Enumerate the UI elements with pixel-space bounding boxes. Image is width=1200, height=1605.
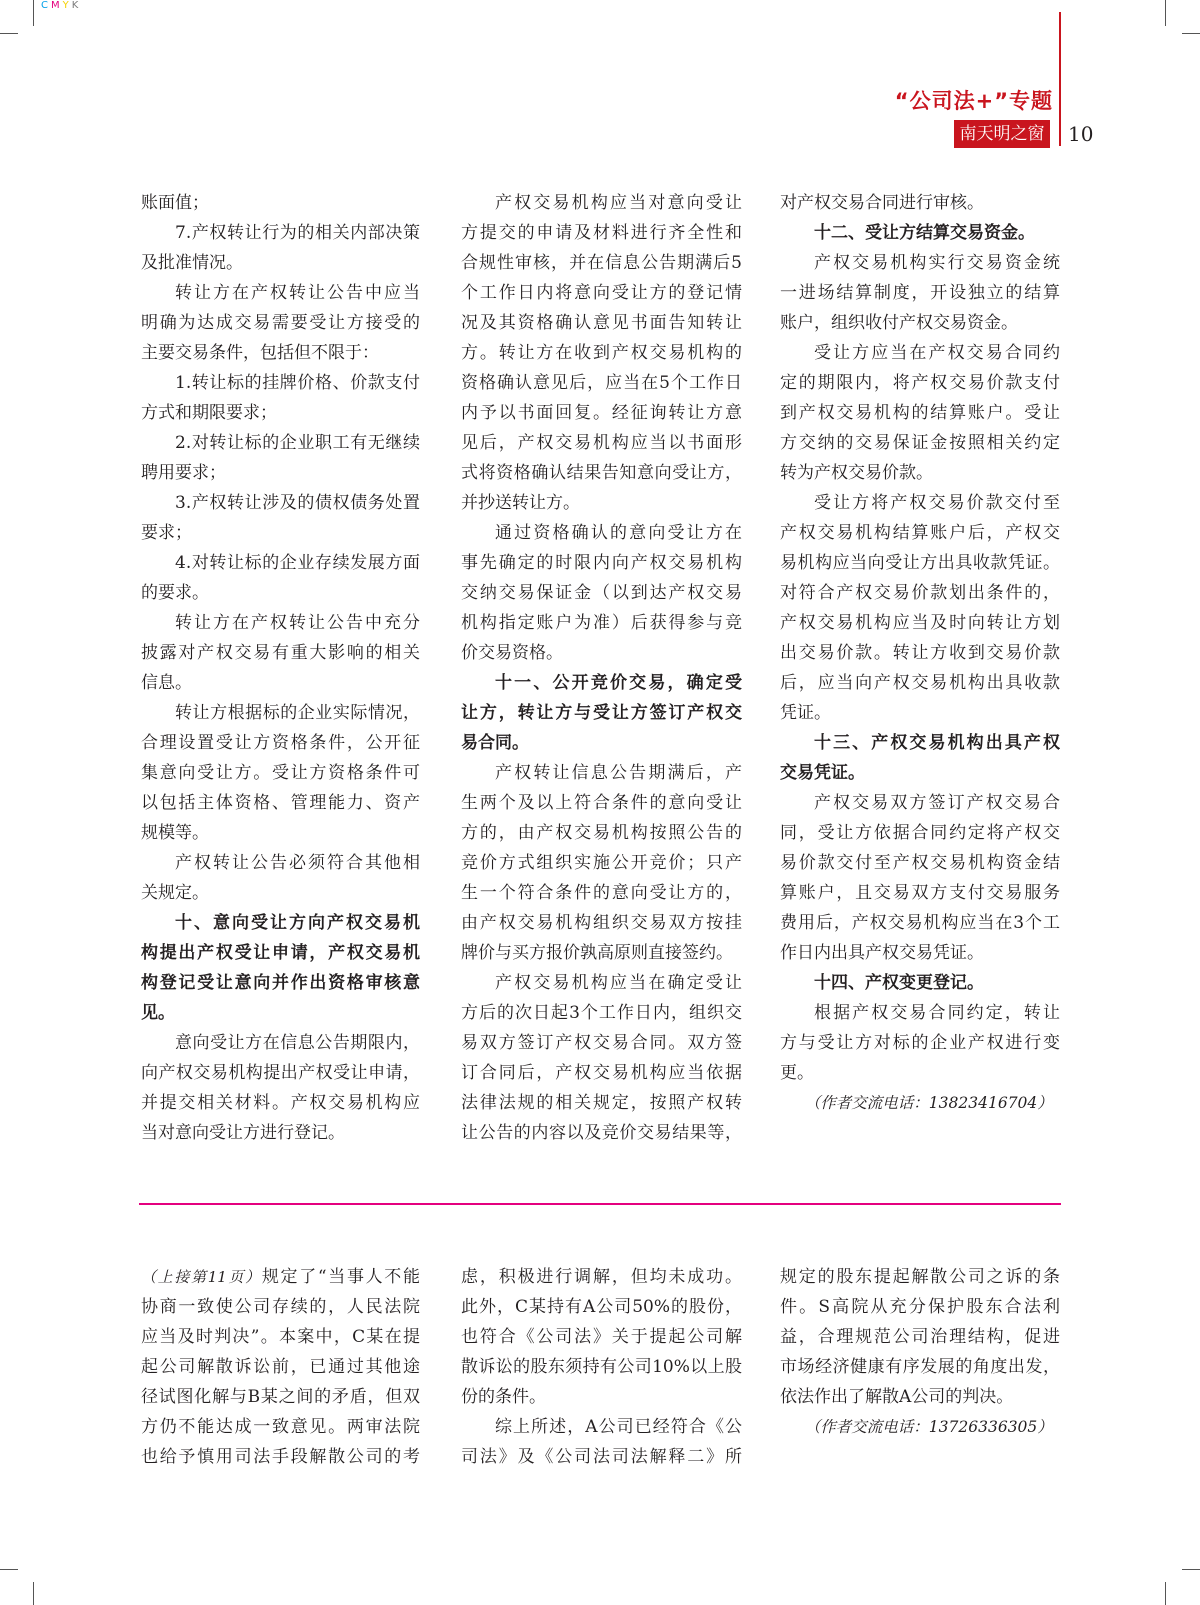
continued-column-1 xyxy=(141,1262,420,1472)
text-line: 让公告的内容以及竞价交易结果等， xyxy=(461,1123,742,1143)
paragraph xyxy=(141,218,420,278)
crop-mark xyxy=(1165,0,1166,26)
text-line: 产权交易机构实行交易资金统 xyxy=(814,253,1060,273)
text-line: 见。 xyxy=(141,1003,175,1023)
paragraph xyxy=(141,368,420,428)
cmyk-y: Y xyxy=(62,0,72,11)
text-line: 订合同后，产权交易机构应当依据 xyxy=(461,1063,742,1083)
text-line: 易双方签订产权交易合同。双方签 xyxy=(461,1033,742,1053)
paragraph xyxy=(780,338,1060,488)
text-line: 账面值； xyxy=(141,193,209,213)
paragraph xyxy=(780,488,1060,728)
cmyk-k: K xyxy=(71,0,82,11)
text-line: 规模等。 xyxy=(141,823,209,843)
section-heading xyxy=(141,908,420,1028)
crop-mark xyxy=(1182,33,1200,34)
text-line xyxy=(141,1262,420,1292)
text-line: 算账户，且交易双方支付交易服务 xyxy=(780,883,1060,903)
author-contact xyxy=(780,1088,1060,1118)
paragraph xyxy=(141,698,420,848)
page-number: 10 xyxy=(1068,122,1094,146)
section-heading xyxy=(780,968,1060,998)
paragraph xyxy=(780,248,1060,338)
text-line: 产权交易机构应当在确定受让 xyxy=(495,973,742,993)
text-line: 司法》及《公司法司法解释二》所 xyxy=(461,1447,742,1467)
text-line: 出交易价款。转让方收到交易价款 xyxy=(780,643,1060,663)
text-line: 以包括主体资格、管理能力、资产 xyxy=(141,793,420,813)
text-line: 件。S高院从充分保护股东合法利 xyxy=(780,1297,1060,1317)
text-line: 益，合理规范公司治理结构，促进 xyxy=(780,1327,1060,1347)
text-line: 更。 xyxy=(780,1063,814,1083)
text-line: 2.对转让标的企业职工有无继续 xyxy=(175,433,420,453)
text-line: 易机构应当向受让方出具收款凭证。 xyxy=(780,553,1060,573)
paragraph xyxy=(461,1412,742,1472)
text-line: 到产权交易机构的结算账户。受让 xyxy=(780,403,1060,423)
text-line: 竞价方式组织实施公开竞价；只产 xyxy=(461,853,742,873)
text-line: 并提交相关材料。产权交易机构应 xyxy=(141,1093,420,1113)
topic-title: “公司法+”专题 xyxy=(894,89,1053,113)
text-line: 资格确认意见后，应当在5个工作日 xyxy=(461,373,742,393)
text-line: 集意向受让方。受让方资格条件可 xyxy=(141,763,420,783)
text-line: 让方，转让方与受让方签订产权交 xyxy=(461,703,742,723)
text-line: （作者交流电话：13726336305） xyxy=(804,1418,1053,1436)
text-line: 向产权交易机构提出产权受让申请， xyxy=(141,1063,420,1083)
crop-mark xyxy=(0,33,18,34)
text-line: 应当及时判决”。本案中，C某在提 xyxy=(141,1327,420,1347)
text-line: 方的，由产权交易机构按照公告的 xyxy=(461,823,742,843)
text-line: 产权交易机构应当及时向转让方划 xyxy=(780,613,1060,633)
paragraph xyxy=(141,188,420,218)
text-line: 依法作出了解散A公司的判决。 xyxy=(780,1387,1014,1407)
paragraph xyxy=(780,1262,1060,1412)
text-line: 受让方应当在产权交易合同约 xyxy=(814,343,1060,363)
text-line: 4.对转让标的企业存续发展方面 xyxy=(175,553,420,573)
text-line: 份的条件。 xyxy=(461,1387,546,1407)
cmyk-c: C xyxy=(41,0,51,11)
paragraph xyxy=(780,998,1060,1088)
text-line: 见后，产权交易机构应当以书面形 xyxy=(461,433,742,453)
text-line: 由产权交易机构组织交易双方按挂 xyxy=(461,913,742,933)
text-line: 披露对产权交易有重大影响的相关 xyxy=(141,643,420,663)
text-line: 十四、产权变更登记。 xyxy=(814,973,984,993)
text-line: 关规定。 xyxy=(141,883,209,903)
text-line: 主要交易条件，包括但不限于： xyxy=(141,343,379,363)
text-line: 费用后，产权交易机构应当在3个工 xyxy=(780,913,1060,933)
text-line: 内予以书面回复。经征询转让方意 xyxy=(461,403,742,423)
text-line: 及批准情况。 xyxy=(141,253,243,273)
text-line: 生一个符合条件的意向受让方的， xyxy=(461,883,742,903)
text-line: 综上所述，A公司已经符合《公 xyxy=(495,1417,742,1437)
text-line: 也符合《公司法》关于提起公司解 xyxy=(461,1327,742,1347)
text-line: 规定的股东提起解散公司之诉的条 xyxy=(780,1267,1060,1287)
text-line: 产权交易机构应当对意向受让 xyxy=(495,193,742,213)
text-line: 产权交易双方签订产权交易合 xyxy=(814,793,1060,813)
paragraph xyxy=(141,608,420,698)
text-line: 定的期限内，将产权交易价款支付 xyxy=(780,373,1060,393)
paragraph xyxy=(461,1262,742,1412)
text-line: 转为产权交易价款。 xyxy=(780,463,933,483)
author-contact xyxy=(780,1412,1060,1442)
paragraph xyxy=(461,188,742,518)
continued-column-3 xyxy=(780,1262,1060,1442)
text-line: 方式和期限要求； xyxy=(141,403,277,423)
continued-from-note: （上接第11页） xyxy=(141,1268,262,1286)
text-line: 虑，积极进行调解，但均未成功。 xyxy=(461,1267,742,1287)
text-line: 7.产权转让行为的相关内部决策 xyxy=(175,223,420,243)
text-line: 要求； xyxy=(141,523,192,543)
cmyk-m: M xyxy=(50,0,63,11)
section-heading xyxy=(780,218,1060,248)
paragraph xyxy=(141,548,420,608)
text-line: 后，应当向产权交易机构出具收款 xyxy=(780,673,1060,693)
main-column-1 xyxy=(141,188,420,1148)
crop-mark xyxy=(0,1569,18,1570)
text-line: 1.转让标的挂牌价格、价款支付 xyxy=(175,373,420,393)
text-line: 生两个及以上符合条件的意向受让 xyxy=(461,793,742,813)
text-line: 价交易资格。 xyxy=(461,643,563,663)
text-line: 方提交的申请及材料进行齐全性和 xyxy=(461,223,742,243)
text-line: 一进场结算制度，开设独立的结算 xyxy=(780,283,1060,303)
main-column-2 xyxy=(461,188,742,1148)
section-heading xyxy=(780,728,1060,788)
text-line: 合规性审核，并在信息公告期满后5 xyxy=(461,253,742,273)
cmyk-color-bar xyxy=(41,0,81,12)
text-line: 聘用要求； xyxy=(141,463,226,483)
text-line: 构登记受让意向并作出资格审核意 xyxy=(141,973,420,993)
text-line: 易合同。 xyxy=(461,733,529,753)
text-line: 并抄送转让方。 xyxy=(461,493,580,513)
text-line: 明确为达成交易需要受让方接受的 xyxy=(141,313,420,333)
text-line: 转让方在产权转让公告中应当 xyxy=(175,283,420,303)
continued-column-2 xyxy=(461,1262,742,1472)
text-line: 意向受让方在信息公告期限内， xyxy=(175,1033,420,1053)
text-line: 市场经济健康有序发展的角度出发， xyxy=(780,1357,1060,1377)
paragraph xyxy=(141,428,420,488)
paragraph xyxy=(141,278,420,368)
text-line: 凭证。 xyxy=(780,703,831,723)
text-line: 方仍不能达成一致意见。两审法院 xyxy=(141,1417,420,1437)
text-line: 受让方将产权交易价款交付至 xyxy=(814,493,1060,513)
text-line: 个工作日内将意向受让方的登记情 xyxy=(461,283,742,303)
text-line: 对符合产权交易价款划出条件的， xyxy=(780,583,1060,603)
text-line: 十一、公开竞价交易，确定受 xyxy=(495,673,742,693)
text-line: 根据产权交易合同约定，转让 xyxy=(814,1003,1060,1023)
paragraph xyxy=(461,968,742,1148)
text-line: 产权转让信息公告期满后，产 xyxy=(495,763,742,783)
text-line: 十二、受让方结算交易资金。 xyxy=(814,223,1035,243)
text-line: 通过资格确认的意向受让方在 xyxy=(495,523,742,543)
text-line: 牌价与买方报价孰高原则直接签约。 xyxy=(461,943,733,963)
paragraph xyxy=(141,488,420,548)
text-line: 也给予慎用司法手段解散公司的考 xyxy=(141,1447,420,1467)
paragraph xyxy=(461,758,742,968)
text-line: 方交纳的交易保证金按照相关约定 xyxy=(780,433,1060,453)
section-heading xyxy=(461,668,742,758)
text-line: 况及其资格确认意见书面告知转让 xyxy=(461,313,742,333)
text-line: 方。转让方在收到产权交易机构的 xyxy=(461,343,742,363)
text-line: 散诉讼的股东须持有公司10%以上股 xyxy=(461,1357,742,1377)
text-line: 当对意向受让方进行登记。 xyxy=(141,1123,345,1143)
text-line: 事先确定的时限内向产权交易机构 xyxy=(461,553,742,573)
text-line: 方后的次日起3个工作日内，组织交 xyxy=(461,1003,742,1023)
text-line: 径试图化解与B某之间的矛盾，但双 xyxy=(141,1387,420,1407)
text-line: 此外，C某持有A公司50%的股份， xyxy=(461,1297,742,1317)
text-line: 信息。 xyxy=(141,673,192,693)
text-line: 账户，组织收付产权交易资金。 xyxy=(780,313,1018,333)
text-line: 机构指定账户为准）后获得参与竞 xyxy=(461,613,742,633)
main-column-3 xyxy=(780,188,1060,1118)
text-line: 方与受让方对标的企业产权进行变 xyxy=(780,1033,1060,1053)
section-divider xyxy=(139,1203,1061,1205)
text-line: 作日内出具产权交易凭证。 xyxy=(780,943,984,963)
section-name-badge: 南天明之窗 xyxy=(954,120,1050,148)
text-line: 转让方在产权转让公告中充分 xyxy=(175,613,420,633)
text-line: 十三、产权交易机构出具产权 xyxy=(814,733,1060,753)
text-line: 起公司解散诉讼前，已通过其他途 xyxy=(141,1357,420,1377)
text-line: 3.产权转让涉及的债权债务处置 xyxy=(175,493,420,513)
paragraph xyxy=(461,518,742,668)
paragraph xyxy=(780,788,1060,968)
text-line: 十、意向受让方向产权交易机 xyxy=(175,913,420,933)
text-line: 产权转让公告必须符合其他相 xyxy=(175,853,420,873)
text-line: 对产权交易合同进行审核。 xyxy=(780,193,984,213)
text-line: 法律法规的相关规定，按照产权转 xyxy=(461,1093,742,1113)
paragraph xyxy=(780,188,1060,218)
text-line: （作者交流电话：13823416704） xyxy=(804,1094,1053,1112)
text-line: 转让方根据标的企业实际情况， xyxy=(175,703,420,723)
paragraph xyxy=(141,848,420,908)
crop-mark xyxy=(1182,1569,1200,1570)
text-line-content: 规定了“当事人不能 xyxy=(261,1267,420,1287)
crop-mark xyxy=(33,0,34,26)
text-line: 的要求。 xyxy=(141,583,209,603)
crop-mark xyxy=(33,1582,34,1605)
text-line: 交易凭证。 xyxy=(780,763,865,783)
paragraph xyxy=(141,1028,420,1148)
text-line: 协商一致使公司存续的，人民法院 xyxy=(141,1297,420,1317)
header-vertical-rule xyxy=(1059,12,1061,146)
text-line: 式将资格确认结果告知意向受让方， xyxy=(461,463,742,483)
text-line: 易价款交付至产权交易机构资金结 xyxy=(780,853,1060,873)
crop-mark xyxy=(1165,1582,1166,1605)
text-line: 交纳交易保证金（以到达产权交易 xyxy=(461,583,742,603)
text-line: 构提出产权受让申请，产权交易机 xyxy=(141,943,420,963)
text-line: 同，受让方依据合同约定将产权交 xyxy=(780,823,1060,843)
text-line: 合理设置受让方资格条件，公开征 xyxy=(141,733,420,753)
paragraph xyxy=(141,1262,420,1472)
text-line: 产权交易机构结算账户后，产权交 xyxy=(780,523,1060,543)
